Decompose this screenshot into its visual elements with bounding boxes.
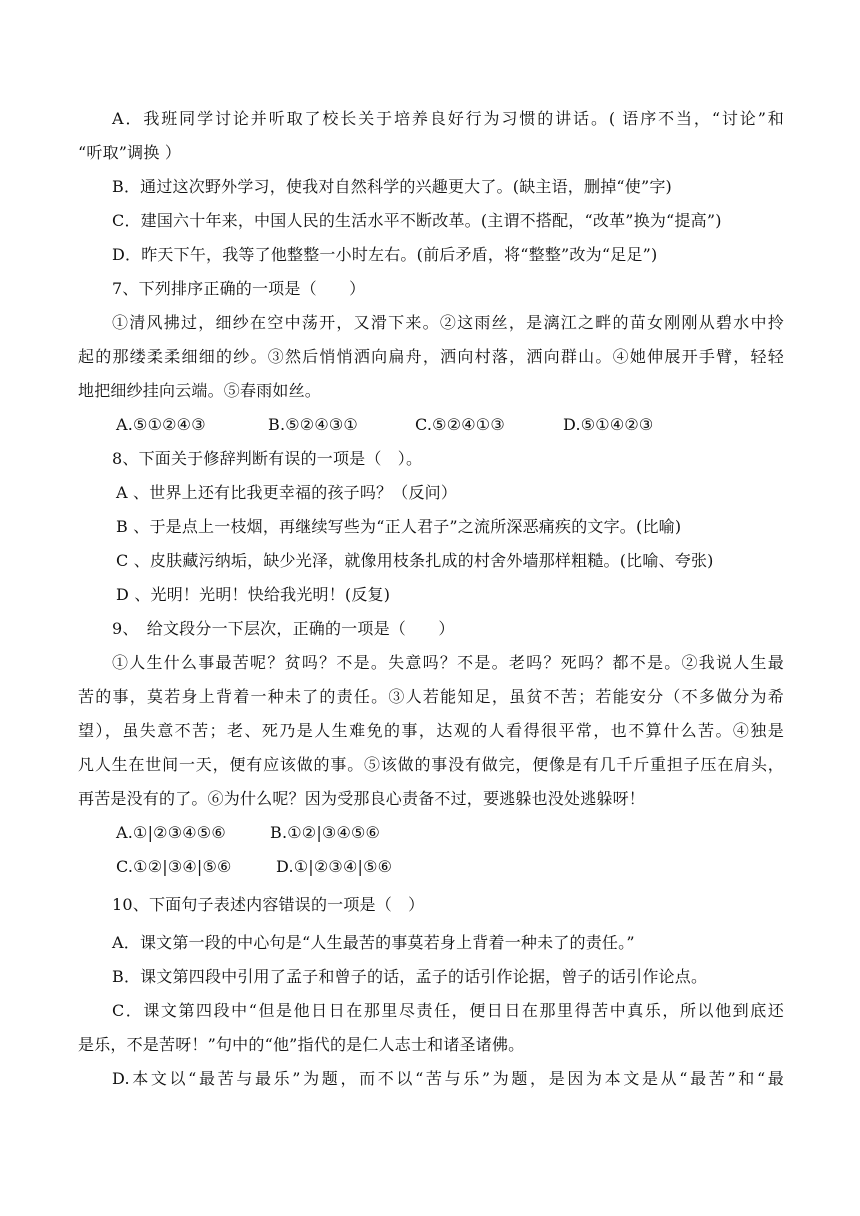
q7-option-a: A.⑤①②④③ — [116, 415, 206, 434]
q8-option-d: D 、光明！光明！快给我光明！(反复) — [116, 585, 391, 604]
q6-option-c: C．建国六十年来，中国人民的生活水平不断改革。(主谓不搭配，“改革”换为“提高”) — [112, 211, 722, 230]
q6-option-a-line1: A．我班同学讨论并听取了校长关于培养良好行为习惯的讲话。( 语序不当，“讨论”和 — [112, 109, 784, 128]
q7-option-c: C.⑤②④①③ — [415, 415, 505, 434]
q6-option-b: B．通过这次野外学习，使我对自然科学的兴趣更大了。(缺主语，删掉“使”字) — [112, 177, 673, 196]
q6-option-a-line2: “听取”调换 ） — [78, 143, 182, 162]
q8-option-a: A 、世界上还有比我更幸福的孩子吗？（反问） — [116, 483, 458, 502]
q10-option-a: A．课文第一段的中心句是“人生最苦的事莫若身上背着一种未了的责任。” — [112, 933, 635, 952]
q9-option-d: D.①|②③④|⑤⑥ — [276, 857, 393, 876]
q10-option-c-line2: 是乐，不是苦呀！”句中的“他”指代的是仁人志士和诸圣诸佛。 — [78, 1035, 525, 1054]
q7-stem: 7、下列排序正确的一项是（ ） — [112, 279, 366, 298]
q9-passage-line2: 苦的事，莫若身上背着一种未了的责任。③人若能知足，虽贫不苦；若能安分（不多做分为希 — [78, 687, 784, 706]
q7-passage-line2: 起的那缕柔柔细细的纱。③然后悄悄洒向扁舟，洒向村落，洒向群山。④她伸展开手臂，轻轻 — [78, 347, 784, 366]
q9-passage-line3: 望），虽失意不苦；老、死乃是人生难免的事，达观的人看得很平常，也不算什么苦。④独是 — [78, 721, 784, 740]
q10-stem: 10、下面句子表述内容错误的一项是（ ） — [112, 895, 425, 914]
q9-option-a: A.①|②③④⑤⑥ — [116, 823, 226, 842]
q7-passage-line3: 地把细纱挂向云端。⑤春雨如丝。 — [78, 381, 322, 400]
q7-option-b: B.⑤②④③① — [268, 415, 358, 434]
q7-passage-line1: ①清风拂过，细纱在空中荡开，又滑下来。②这雨丝，是漓江之畔的苗女刚刚从碧水中拎 — [112, 313, 784, 332]
q9-passage-line1: ①人生什么事最苦呢？贫吗？不是。失意吗？不是。老吗？死吗？都不是。②我说人生最 — [112, 653, 784, 672]
q10-option-c-line1: C．课文第四段中“但是他日日在那里尽责任，便日日在那里得苦中真乐，所以他到底还 — [112, 1001, 784, 1020]
q10-option-b: B．课文第四段中引用了孟子和曾子的话，孟子的话引作论据，曾子的话引作论点。 — [112, 967, 708, 986]
q9-option-c: C.①②|③④|⑤⑥ — [116, 857, 232, 876]
q8-option-b: B 、于是点上一枝烟，再继续写些为“正人君子”之流所深恶痛疾的文字。(比喻) — [116, 517, 682, 536]
q9-passage-line5: 再苦是没有的了。⑥为什么呢？因为受那良心责备不过，要逃躲也没处逃躲呀！ — [78, 789, 646, 808]
q7-option-d: D.⑤①④②③ — [563, 415, 654, 434]
q9-option-b: B.①②|③④⑤⑥ — [270, 823, 381, 842]
q8-stem: 8、下面关于修辞判断有误的一项是（ ）。 — [112, 449, 423, 468]
q8-option-c: C 、皮肤藏污纳垢，缺少光泽，就像用枝条扎成的村舍外墙那样粗糙。(比喻、夸张) — [116, 551, 714, 570]
q10-option-d-line1: D.本文以“最苦与最乐”为题，而不以“苦与乐”为题，是因为本文是从“最苦”和“最 — [112, 1069, 784, 1088]
q9-stem: 9、 给文段分一下层次，正确的一项是（ ） — [112, 619, 455, 638]
q6-option-d: D．昨天下午，我等了他整整一小时左右。(前后矛盾，将“整整”改为“足足”) — [112, 245, 658, 264]
q9-passage-line4: 凡人生在世间一天，便有应该做的事。⑤该做的事没有做完，便像是有几千斤重担子压在肩头， — [78, 755, 784, 774]
